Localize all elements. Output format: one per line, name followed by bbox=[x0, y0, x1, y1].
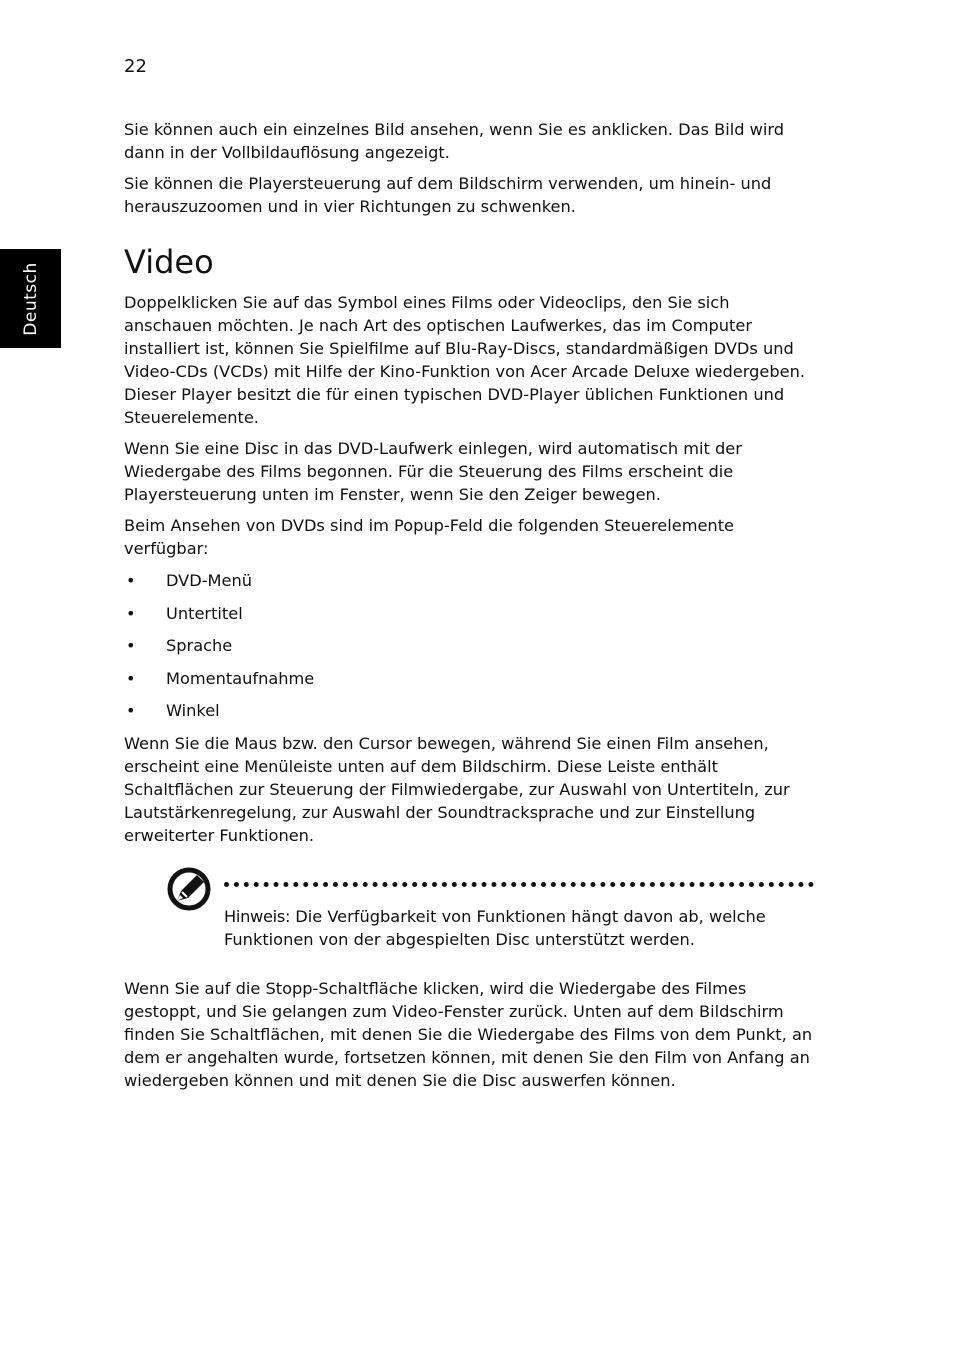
intro-paragraph-2: Sie können die Playersteuerung auf dem Bildschirm verwenden, um hinein- und herauszuzoomen und in vier Richtungen zu schwenken. bbox=[124, 174, 772, 216]
controls-list bbox=[124, 569, 814, 722]
note-pen-icon bbox=[166, 865, 214, 913]
video-paragraph-1: Doppelklicken Sie auf das Symbol eines Films oder Videoclips, den Sie sich anschauen möchten. Je nach Art des optischen Laufwerkes, das im Computer installiert ist, können Sie Spielfilme auf Blu-Ray-Discs, standardmäßigen DVDs und Video-CDs (VCDs) mit Hilfe der Kino-Funktion von Acer Arcade Deluxe wiedergeben. Dieser Player besitzt die für einen typischen DVD-Player üblichen Funktionen und Steuerelemente. bbox=[124, 293, 805, 427]
list-item bbox=[124, 602, 814, 625]
bullet-icon: • bbox=[126, 636, 136, 655]
page-number: 22 bbox=[124, 56, 147, 77]
note-text bbox=[224, 905, 814, 951]
list-item bbox=[124, 634, 814, 657]
note-label: Hinweis: bbox=[224, 906, 291, 926]
list-item-label: Winkel bbox=[166, 701, 220, 720]
bullet-icon: • bbox=[126, 701, 136, 720]
list-item-label: Sprache bbox=[166, 636, 233, 655]
page-content bbox=[124, 118, 814, 1100]
note-box bbox=[124, 865, 814, 961]
list-item-label: Untertitel bbox=[166, 603, 243, 623]
note-divider bbox=[224, 882, 814, 887]
note-body: Die Verfügbarkeit von Funktionen hängt davon ab, welche Funktionen von der abgespielten Disc unterstützt werden. bbox=[224, 906, 766, 949]
language-tab-label: Deutsch bbox=[20, 261, 41, 336]
list-item bbox=[124, 569, 814, 592]
video-paragraph-3: Beim Ansehen von DVDs sind im Popup-Feld die folgenden Steuerelemente verfügbar: bbox=[124, 516, 734, 558]
intro-paragraph-1: Sie können auch ein einzelnes Bild ansehen, wenn Sie es anklicken. Das Bild wird dann in der Vollbildauflösung angezeigt. bbox=[124, 120, 785, 162]
list-item bbox=[124, 699, 814, 722]
bullet-icon: • bbox=[126, 603, 136, 623]
video-paragraph-5: Wenn Sie auf die Stopp-Schaltfläche klicken, wird die Wiedergabe des Filmes gestoppt, und Sie gelangen zum Video-Fenster zurück. Unten auf dem Bildschirm finden Sie Schaltflächen, mit denen Sie die Wiedergabe des Films von dem Punkt, an dem er angehalten wurde, fortsetzen können, mit denen Sie den Film von Anfang an wiedergeben können und mit denen Sie die Disc auswerfen können. bbox=[124, 978, 813, 1090]
section-heading: Video bbox=[124, 243, 214, 281]
video-paragraph-4: Wenn Sie die Maus bzw. den Cursor bewegen, während Sie einen Film ansehen, erscheint eine Menüleiste unten auf dem Bildschirm. Diese Leiste enthält Schaltflächen zur Steuerung der Filmwiedergabe, zur Auswahl von Untertiteln, zur Lautstärkenregelung, zur Auswahl der Soundtracksprache und zur Einstellung erweiterter Funktionen. bbox=[124, 733, 790, 845]
language-tab bbox=[0, 249, 61, 348]
bullet-icon: • bbox=[126, 668, 136, 688]
list-item bbox=[124, 667, 814, 690]
bullet-icon: • bbox=[126, 571, 136, 590]
list-item-label: DVD-Menü bbox=[166, 571, 253, 590]
list-item-label: Momentaufnahme bbox=[166, 668, 315, 688]
video-paragraph-2: Wenn Sie eine Disc in das DVD-Laufwerk einlegen, wird automatisch mit der Wiedergabe des Films begonnen. Für die Steuerung des Films erscheint die Playersteuerung unten im Fenster, wenn Sie den Zeiger bewegen. bbox=[124, 439, 742, 504]
